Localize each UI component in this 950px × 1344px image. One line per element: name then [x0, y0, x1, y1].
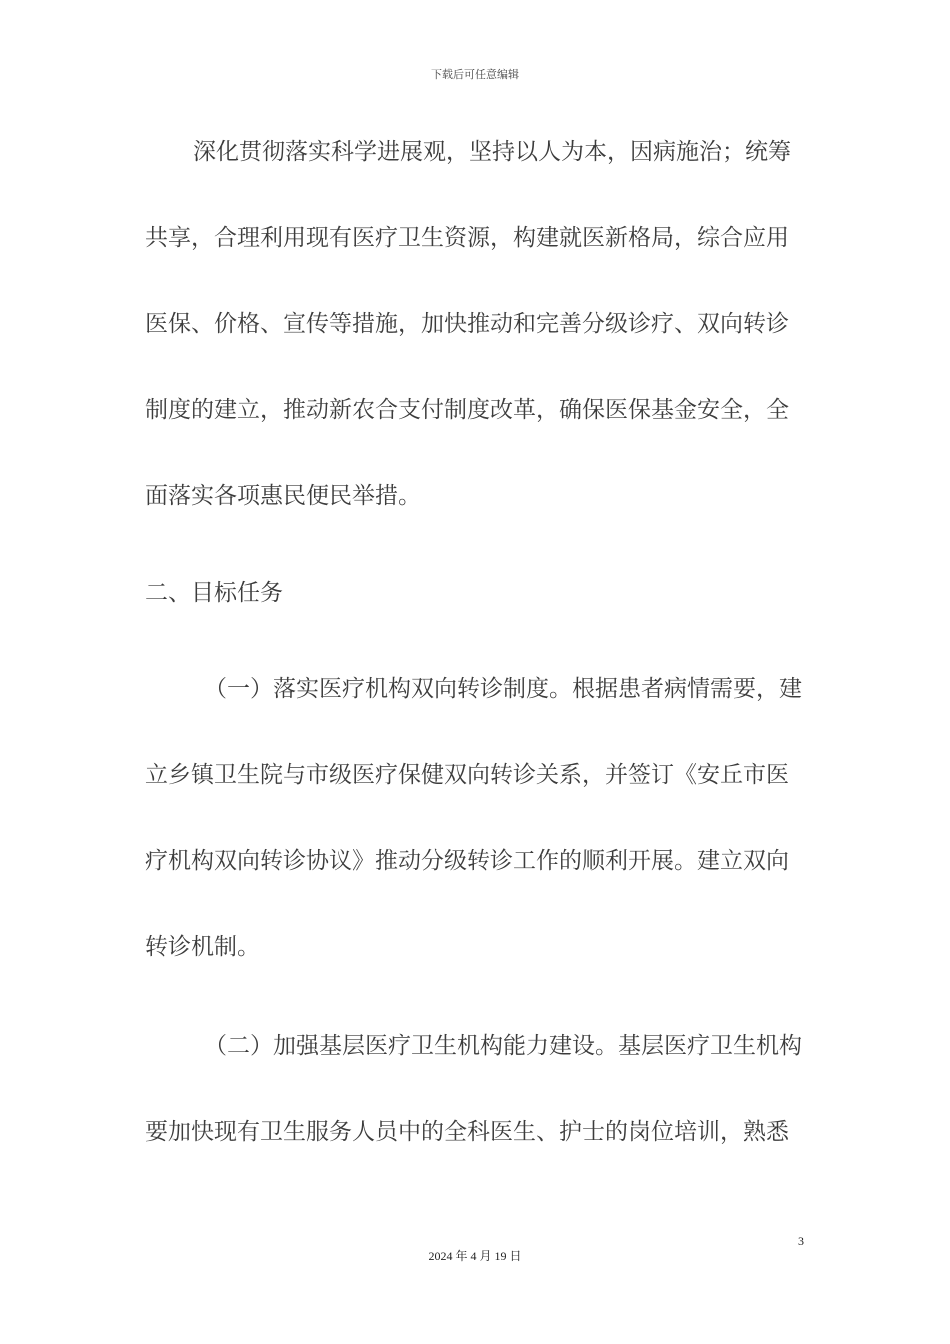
paragraph-2-line-1: （一）落实医疗机构双向转诊制度。根据患者病情需要，建 [204, 676, 802, 702]
paragraph-3-line-1: （二）加强基层医疗卫生机构能力建设。基层医疗卫生机构 [204, 1033, 802, 1059]
footer-date: 2024 年 4 月 19 日 [428, 1249, 522, 1263]
paragraph-1-line-2: 共享，合理利用现有医疗卫生资源，构建就医新格局，综合应用 [145, 225, 789, 251]
paragraph-2-line-4: 转诊机制。 [145, 934, 260, 960]
paragraph-1-line-5: 面落实各项惠民便民举措。 [145, 483, 421, 509]
paragraph-1-line-3: 医保、价格、宣传等措施，加快推动和完善分级诊疗、双向转诊 [145, 311, 789, 337]
paragraph-1-line-4: 制度的建立，推动新农合支付制度改革，确保医保基金安全，全 [145, 397, 789, 423]
page-number: 3 [798, 1234, 804, 1248]
page-header: 下载后可任意编辑 [431, 68, 519, 81]
section-heading: 二、目标任务 [145, 580, 283, 606]
paragraph-2-line-2: 立乡镇卫生院与市级医疗保健双向转诊关系，并签订《安丘市医 [145, 762, 789, 788]
paragraph-1-line-1: 深化贯彻落实科学进展观，坚持以人为本，因病施治；统筹 [193, 139, 791, 165]
paragraph-3-line-2: 要加快现有卫生服务人员中的全科医生、护士的岗位培训，熟悉 [145, 1119, 789, 1145]
paragraph-2-line-3: 疗机构双向转诊协议》推动分级转诊工作的顺利开展。建立双向 [145, 848, 789, 874]
